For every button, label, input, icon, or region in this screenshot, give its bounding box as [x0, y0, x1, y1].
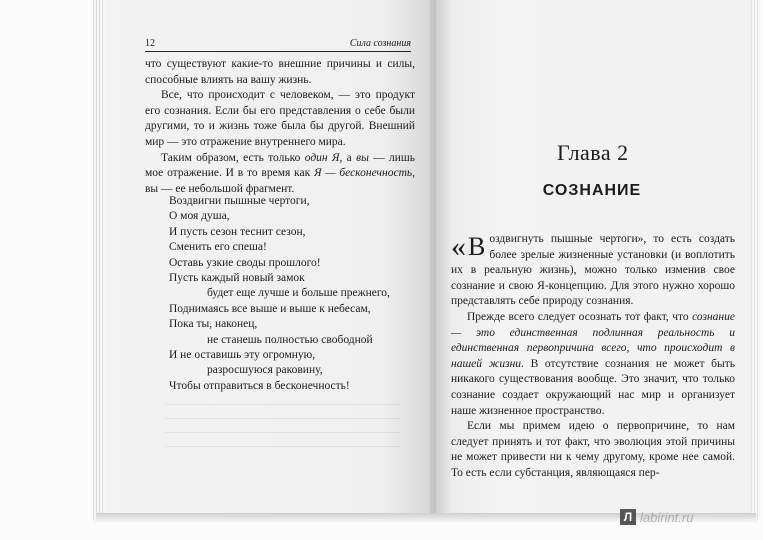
poem-line: Сменить его спеша! — [169, 241, 267, 254]
paragraph: Если мы примем идею о первопричине, то нам следует принять и тот факт, что эволюция этой причины не может привести ни к чему другому, кроме нее самой. То есть если субстанция, являющаяся пер- — [451, 420, 735, 479]
watermark-logo-icon: Л — [620, 509, 636, 525]
poem-line: Пока ты, наконец, — [169, 318, 258, 331]
poem — [169, 194, 390, 394]
chapter-title: СОЗНАНИЕ — [542, 182, 642, 199]
bleed-through-lines — [165, 404, 400, 468]
poem-line: Воздвигни пышные чертоги, — [169, 195, 310, 207]
poem-line: будет еще лучше и больше прежнего, — [207, 287, 390, 300]
chapter-label: Глава 2 — [557, 140, 629, 165]
poem-line: Пусть каждый новый замок — [169, 272, 305, 285]
paragraph: « В оздвигнуть пышные чертоги», то есть создать более зрелые жизненные установки (и воплотить их в реальную жизнь), можно только изменив свое сознание и свою Я-концепцию. Для этого нужно хорошо представлять себе природу сознания. — [451, 230, 735, 308]
right-page — [433, 0, 751, 515]
left-body-text — [145, 57, 415, 197]
paragraph: Прежде всего следует осознать тот факт, что сознание — это единственная подлинная реальность и единственная первопричина всего, что происходит в нашей жизни. В отсутствие сознания не может быть никакого существования вообще. Это значит, что только сознание создает окружающий нас мир и организует наше жизненное пространство. — [451, 310, 735, 417]
opening-quote-mark: « — [451, 230, 466, 263]
poem-line: Поднимаясь все выше и выше к небесам, — [169, 302, 371, 315]
book-gutter — [430, 0, 436, 516]
right-body-text — [451, 232, 735, 482]
left-page — [105, 0, 433, 515]
poem-line: И пусть сезон теснит сезон, — [169, 225, 306, 238]
poem-line: разросшуюся раковину, — [207, 364, 323, 377]
poem-line: О моя душа, — [169, 210, 230, 223]
running-title: Сила сознания — [349, 38, 411, 49]
page-number: 12 — [145, 38, 155, 49]
poem-line: Чтобы отправиться в бесконечность! — [169, 379, 350, 392]
poem-line: Оставь узкие своды прошлого! — [169, 256, 321, 269]
running-header — [145, 36, 411, 52]
paragraph: Все, что происходит с человеком, — это продукт его сознания. Если бы его представления о себе были другими, то и жизнь тоже была бы другой. Внешний мир — это отражение внутреннего мира. — [145, 89, 415, 148]
poem-line: И не оставишь эту огромную, — [169, 349, 316, 362]
watermark-text: labirint.ru — [640, 510, 694, 525]
paragraph: что существуют какие-то внешние причины и силы, способные влиять на вашу жизнь. — [145, 58, 415, 86]
drop-cap: В — [468, 232, 486, 261]
poem-line: не станешь полностью свободной — [207, 333, 373, 346]
paragraph: Таким образом, есть только один Я, а вы — лишь мое отражение. И в то время как Я — бесконечность, вы — ее небольшой фрагмент. — [145, 151, 415, 195]
